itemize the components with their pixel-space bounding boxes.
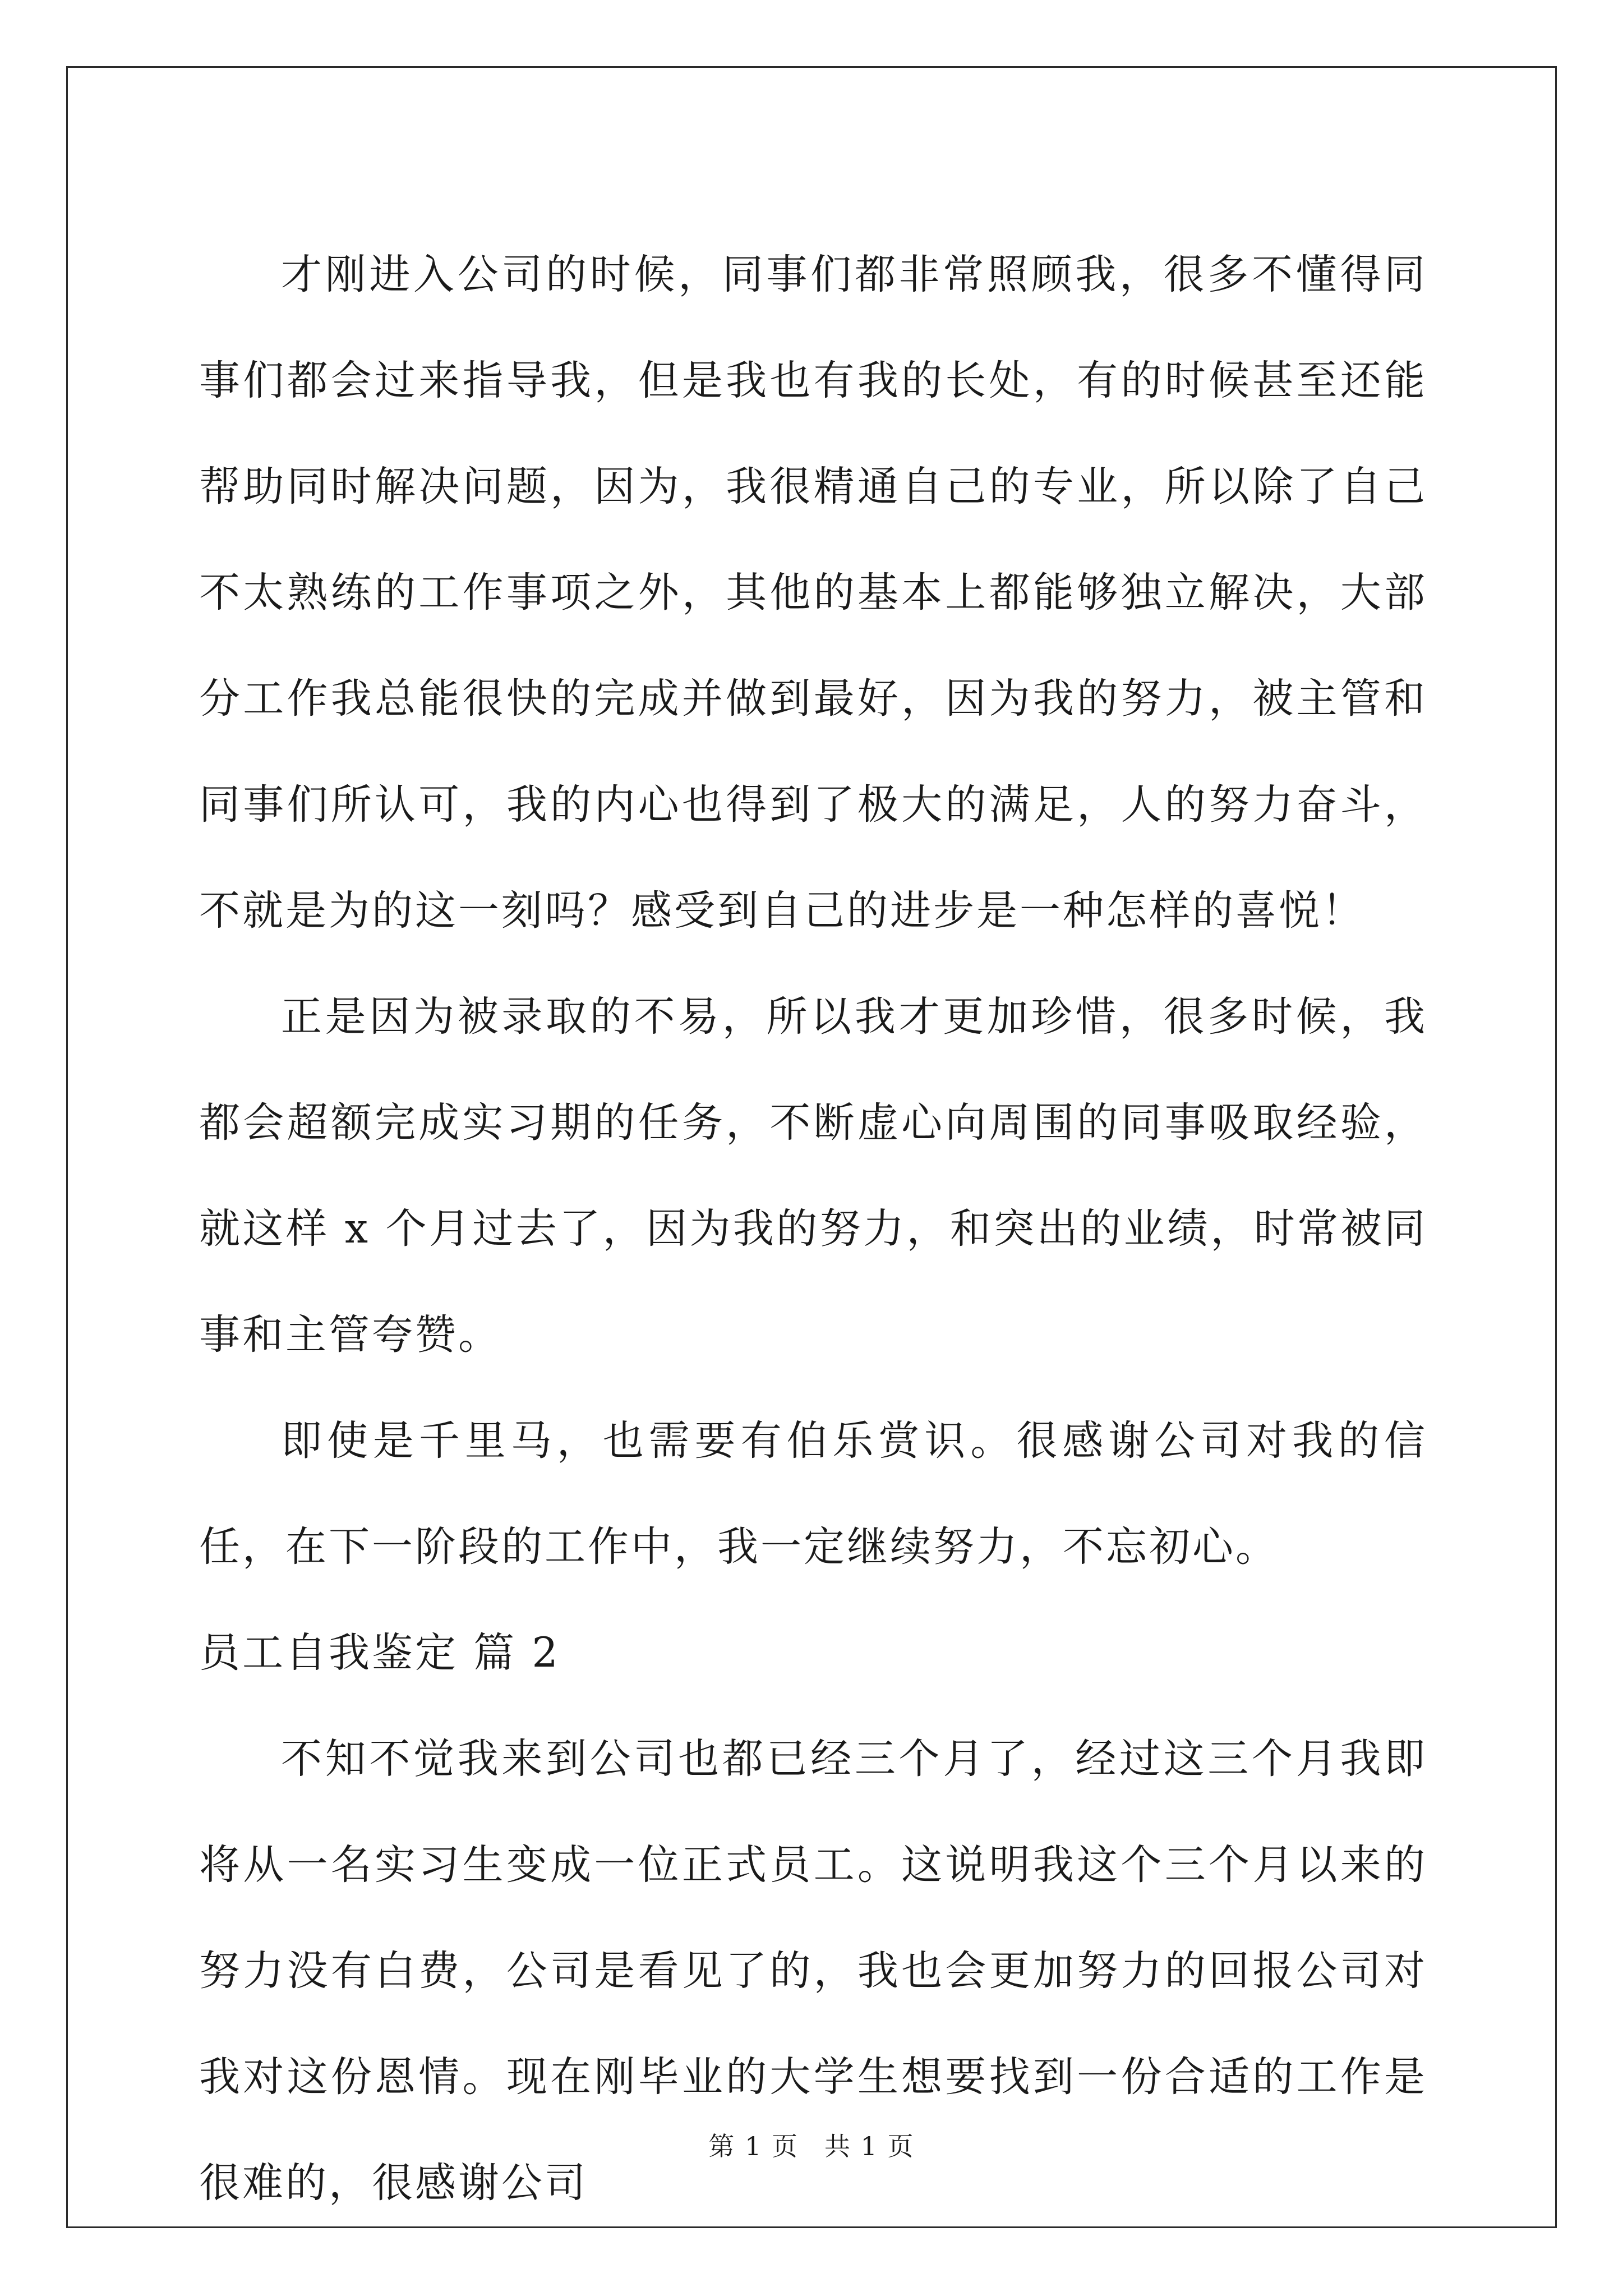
paragraph: 不知不觉我来到公司也都已经三个月了，经过这三个月我即将从一名实习生变成一位正式员工。这说明我这个三个月以来的努力没有白费，公司是看见了的，我也会更加努力的回报公司对我对这份恩情。现在刚毕业的大学生想要找到一份合适的工作是很难的，很感谢公司: [199, 1735, 1427, 2207]
paragraph: 正是因为被录取的不易，所以我才更加珍惜，很多时候，我都会超额完成实习期的任务，不断虚心向周围的同事吸取经验，就这样 x 个月过去了，因为我的努力，和突出的业绩，时常被同事和主管夸赞。: [199, 993, 1427, 1359]
paragraph: 才刚进入公司的时候，同事们都非常照顾我，很多不懂得同事们都会过来指导我，但是我也有我的长处，有的时候甚至还能帮助同时解决问题，因为，我很精通自己的专业，所以除了自己不太熟练的工作事项之外，其他的基本上都能够独立解决，大部分工作我总能很快的完成并做到最好，因为我的努力，被主管和同事们所认可，我的内心也得到了极大的满足，人的努力奋斗，不就是为的这一刻吗？感受到自己的进步是一种怎样的喜悦！: [199, 251, 1427, 935]
page-number: 第 1 页: [708, 2131, 799, 2161]
paragraph: 即使是千里马，也需要有伯乐赏识。很感谢公司对我的信任，在下一阶段的工作中，我一定继续努力，不忘初心。: [199, 1417, 1427, 1571]
page-footer: [0, 2126, 1623, 2163]
document-body: [199, 222, 1427, 2236]
page-total: 共 1 页: [824, 2131, 915, 2161]
section-heading: 员工自我鉴定 篇 2: [199, 1629, 560, 1677]
